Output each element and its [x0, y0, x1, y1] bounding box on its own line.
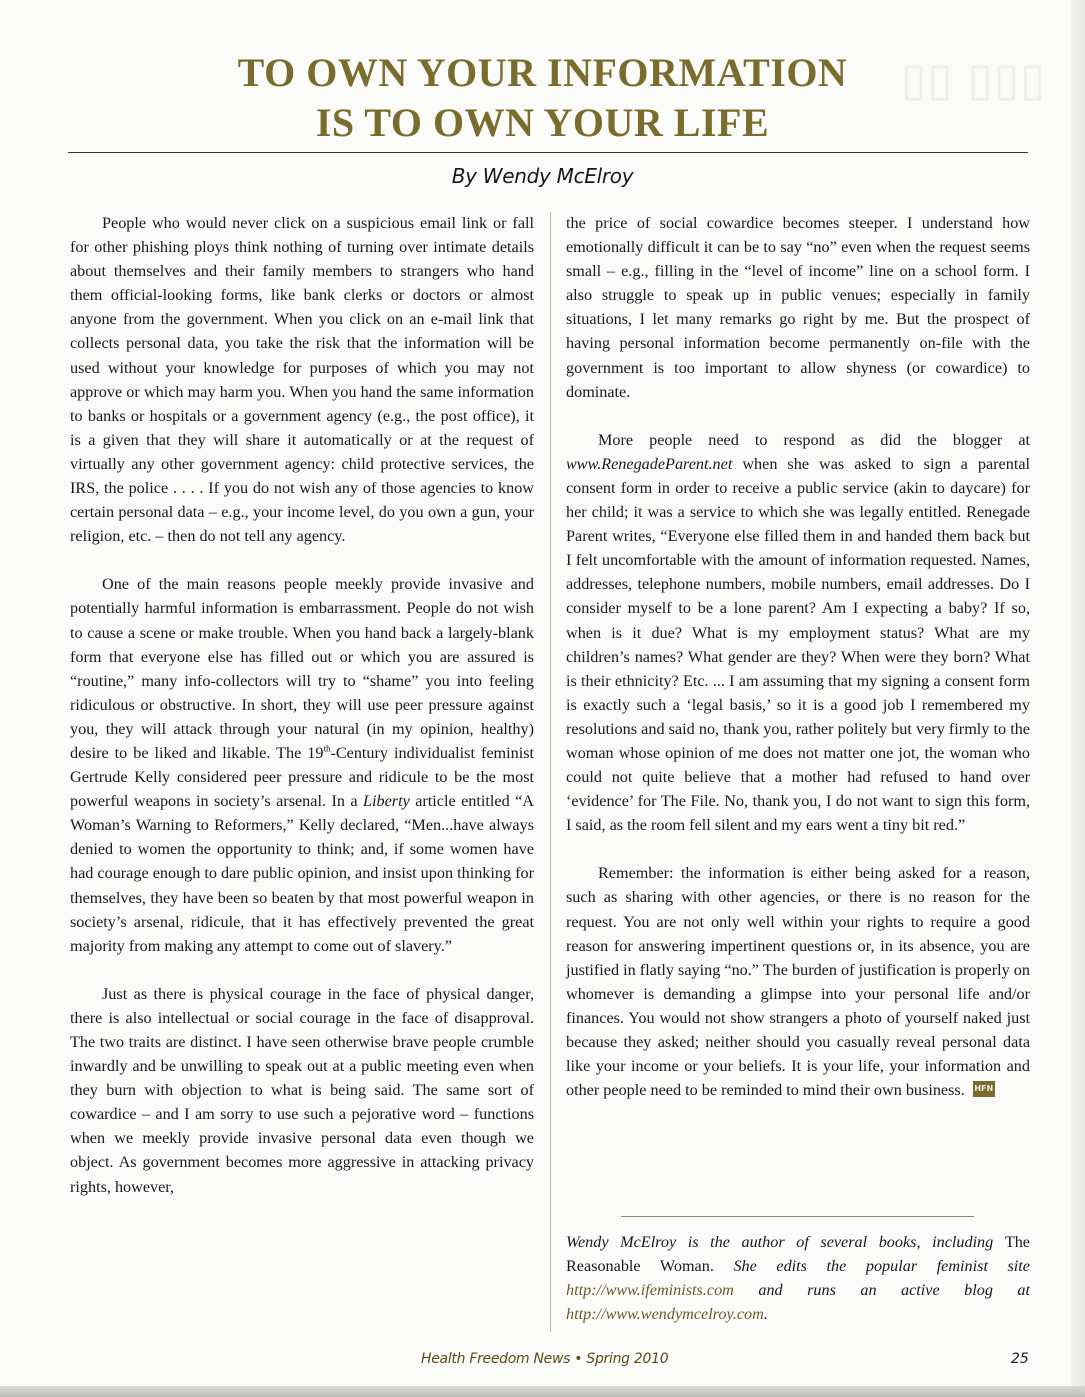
bio-separator: [621, 1216, 974, 1217]
title-line-1: TO OWN YOUR INFORMATION: [237, 50, 848, 95]
publication-footer: Health Freedom News • Spring 2010: [421, 1351, 669, 1367]
bio-text-a: Wendy McElroy is the author of several books, including: [566, 1233, 1005, 1251]
paragraph-2: [70, 572, 534, 958]
title-rule: [68, 152, 1028, 153]
paragraph-3: Just as there is physical courage in the face of physical danger, there is also intellectual or social courage in the face of disapproval. The two traits are distinct. I have seen otherwise brave people crumble inwardly and be unwilling to speak out at a public meeting even when they burn with objection to what is being said. The same sort of cowardice – and I am sorry to use such a pejorative word – functions when we meekly provide invasive personal data even though we object. As government becomes more aggressive in attacking privacy rights, however,: [70, 984, 534, 1196]
byline: By Wendy McElroy: [451, 164, 634, 188]
page-edge: [1071, 0, 1085, 1397]
page-number: 25: [1011, 1351, 1029, 1367]
wendymcelroy-link[interactable]: http://www.wendymcelroy.com: [566, 1305, 764, 1324]
paragraph-2-text-b: -Century individualist feminist Gertrude Kelly considered peer pressure and ridicule to be the most powerful weapons in society’s arsenal. In a: [70, 743, 535, 811]
renegade-parent-link[interactable]: www.RenegadeParent.net: [566, 454, 733, 473]
paragraph-5-text-b: when she was asked to sign a parental consent form in order to receive a public service (akin to daycare) for her child; it was a service to which she was legally entitled. Renegade Parent writes, “Everyone else filled them in and handed them back but I felt uncomfortable with the amount of information requested. Names, addresses, telephone numbers, mobile numbers, email addresses. Do I consider myself to be a lone parent? Am I expecting a baby? If so, when is it due? What is my employment status? What are my children’s names? What gender are they? When were they born? What is their ethnicity? Etc. ... I am assuming that my signing a consent form is exactly such a ‘legal basis,’ so it is a good job I remembered my resolutions and said no, thank you, rather politely but very firmly to the woman whose opinion of me does not matter one jot, the woman who could not quite believe that a mother had refused to hand over ‘evidence’ for The File. No, thank you, I do not want to sign this form, I said, as the room fell silent and my ears went a tiny bit red.”: [566, 454, 1030, 835]
bio-text-d: .: [763, 1305, 768, 1324]
right-column: [566, 211, 1030, 1126]
bio-text-c: and runs an active blog at: [733, 1281, 1030, 1300]
paragraph-5: [566, 428, 1030, 838]
bio-text-b: She edits the popular feminist site: [713, 1257, 1030, 1276]
article-title: [0, 48, 1085, 148]
superscript-th: th: [323, 743, 331, 754]
paragraph-1: People who would never click on a suspicious email link or fall for other phishing ploys think nothing of turning over intimate details about themselves and their family members to strangers who hand them official-looking forms, like bank clerks or doctors or almost anyone from the government. When you click on an e-mail link that collects personal data, you take the risk that the information will be used without your knowledge for purposes of which you may not approve or which may harm you. When you hand the same information to banks or hospitals or a government agency (e.g., the post office), it is a given that they will share it automatically or at the request of virtually any other government agency: child protective services, the IRS, the police . . . . If you do not wish any of those agencies to know certain personal data – e.g., your income level, do you own a gun, your religion, etc. – then do not tell any agency.: [70, 214, 534, 546]
paragraph-6-text: Remember: the information is either being asked for a reason, such as sharing with other agencies, or there is no reason for the request. You are not only well within your rights to require a good reason for answering impertinent questions or, in its absence, you are justified in flatly saying “no.” The burden of justification is properly on whomever is demanding a glimpse into your personal life and/or finances. You would not show strangers a photo of yourself naked just because they asked; neither should you casually reveal personal data like your income or your beliefs. It is your life, your information and other people need to be reminded to mind their own business.: [566, 864, 1030, 1100]
paragraph-2-text-a: One of the main reasons people meekly provide invasive and potentially harmful information is embarrassment. People do not wish to cause a scene or make trouble. When you hand back a largely-blank form that everyone else has filled out or which you are assured is “routine,” many info-collectors will try to “shame” you into feeling ridiculous or obstructive. In short, they will use peer pressure against you, they will attack through your natural (in my opinion, healthy) desire to be liked and likable. The 19: [70, 575, 534, 762]
ifeminists-link[interactable]: http://www.ifeminists.com: [566, 1281, 734, 1300]
left-column: [70, 211, 534, 1223]
bio-book-title: The Reasonable Woman.: [566, 1233, 1030, 1276]
column-divider: [550, 212, 551, 1332]
paragraph-4: the price of social cowardice becomes steeper. I understand how emotionally difficult it can be to say “no” even when the request seems small – e.g., filling in the “level of income” line on a school form. I also struggle to speak up in public venues; especially in family situations, I let many remarks go right by me. But the prospect of having personal information become permanently on-file with the government is too important to allow shyness (or cowardice) to dominate.: [566, 214, 1030, 401]
author-bio: [566, 1230, 1030, 1326]
show-through-ghost-text: ▯▯▯ ▯▯: [899, 53, 1045, 105]
paragraph-5-text-a: More people need to respond as did the blogger at: [598, 430, 1030, 449]
paragraph-2-text-c: article entitled “A Woman’s Warning to Reformers,” Kelly declared, “Men...have always denied to women the opportunity to think; and, if some women have had courage enough to dare public opinion, and insist upon thinking for themselves, they have been so beaten by that most powerful weapon in society’s arsenal, ridicule, that it has effectively prevented the great majority from making any attempt to come out of slavery.”: [70, 792, 534, 955]
page-bottom-edge: [0, 1386, 1085, 1397]
hfn-end-mark-icon: HFN: [973, 1081, 995, 1097]
title-line-2: IS TO OWN YOUR LIFE: [315, 100, 770, 145]
paragraph-6: [566, 861, 1030, 1102]
liberty-title: Liberty: [363, 792, 410, 811]
